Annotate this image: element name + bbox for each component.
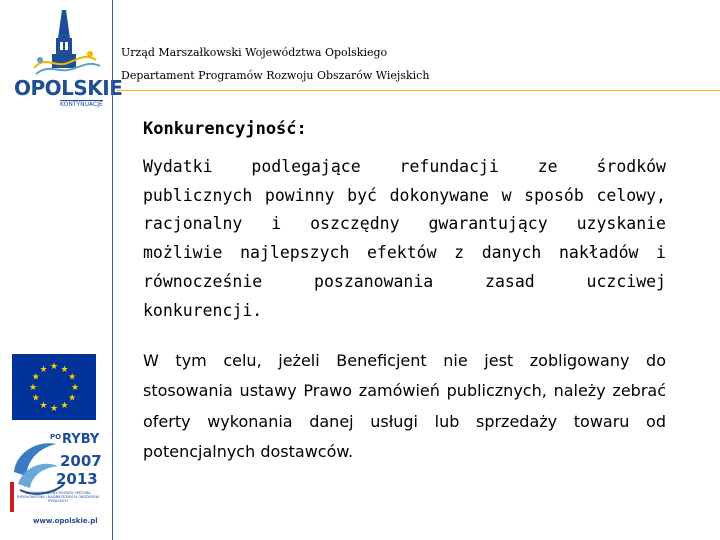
logo-wordmark: OPOLSKIE: [14, 76, 123, 100]
slide-heading: Konkurencyjność:: [143, 119, 307, 139]
ryby-start-year: 2007: [60, 452, 102, 470]
logo-tagline: KONTYNUACJE: [60, 101, 103, 108]
eu-star-icon: ★: [49, 404, 59, 414]
eu-star-icon: ★: [60, 364, 69, 375]
website-url: www.opolskie.pl: [33, 517, 98, 525]
eu-star-icon: ★: [31, 372, 40, 383]
accent-bar: [10, 482, 14, 512]
opolskie-logo: [14, 8, 123, 112]
office-name: Urząd Marszałkowski Województwa Opolskiego: [121, 46, 388, 59]
eu-star-icon: ★: [39, 401, 48, 412]
department-name: Departament Programów Rozwoju Obszarów Wiejskich: [121, 69, 430, 82]
eu-star-icon: ★: [39, 364, 48, 375]
eu-star-icon: ★: [68, 372, 77, 383]
eu-star-icon: ★: [49, 362, 59, 372]
eu-star-icon: ★: [68, 393, 77, 404]
ryby-prefix: PO: [50, 433, 62, 441]
ryby-end-year: 2013: [56, 470, 98, 488]
ryby-note: ZRÓWNOWAŻONY ROZWÓJ SEKTORA RYBOŁÓWSTWA I NADBRZEŻNYCH OBSZARÓW RYBACKICH: [17, 491, 99, 503]
eu-star-icon: ★: [31, 393, 40, 404]
eu-flag-icon: [12, 354, 96, 420]
eu-star-icon: ★: [70, 383, 80, 393]
po-ryby-logo: [10, 432, 102, 500]
eu-star-icon: ★: [60, 401, 69, 412]
vertical-divider: [112, 0, 113, 540]
paragraph-1: Wydatki podlegające refundacji ze środków publicznych powinny być dokonywane w sposób celowy, racjonalny i oszczędny gwarantujący uzyskanie możliwie najlepszych efektów z danych nakładów i równocześnie poszanowania zasad uczciwej konkurencji.: [143, 157, 666, 320]
header-divider: [117, 90, 720, 91]
castle-tower-icon: [14, 8, 114, 78]
paragraph-2: W tym celu, jeżeli Beneficjent nie jest zobligowany do stosowania ustawy Prawo zamówień publicznych, należy zebrać oferty wykonania danej usługi lub sprzedaży towaru od potencjalnych dostawców.: [143, 351, 666, 462]
eu-star-icon: ★: [28, 383, 38, 393]
ryby-name: RYBY: [62, 432, 100, 447]
